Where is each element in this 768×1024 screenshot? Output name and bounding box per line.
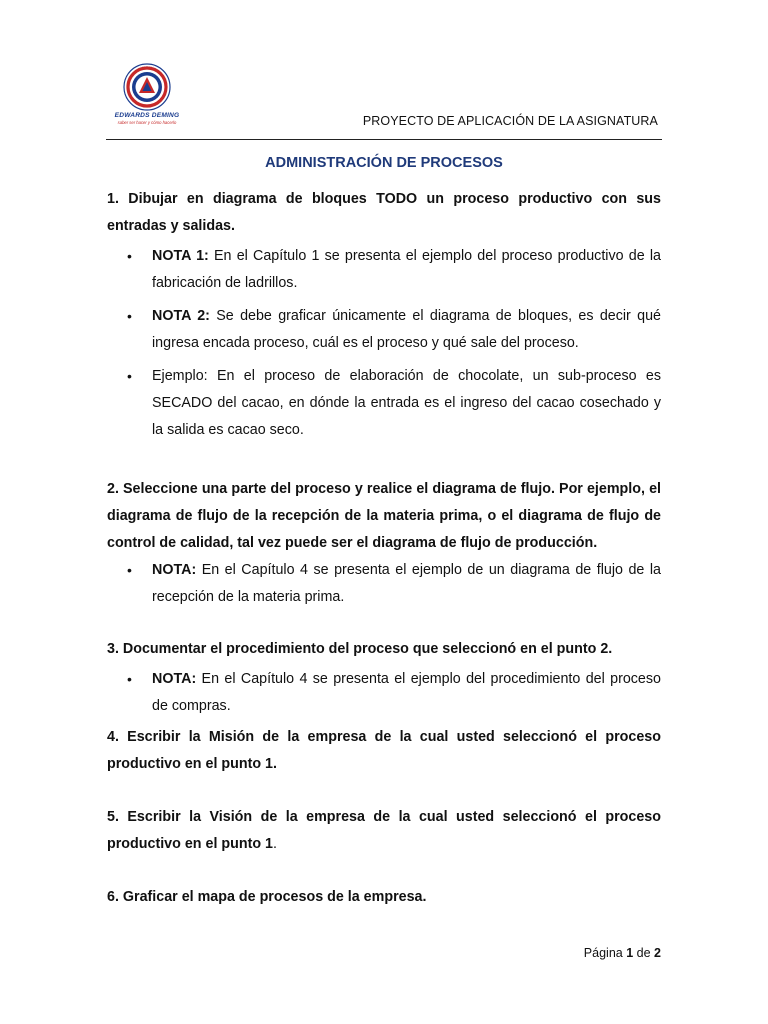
header-divider [106, 139, 662, 140]
logo-tagline: saber ser hacer y cómo hacerlo [117, 120, 177, 125]
note-text: En el Capítulo 1 se presenta el ejemplo del proceso productivo de la fabricación de ladrillos. [152, 248, 661, 291]
bullet-dot-icon: • [127, 308, 132, 324]
note-label: NOTA: [152, 671, 197, 687]
bullet-dot-icon: • [127, 671, 132, 687]
question-6: 6. Graficar el mapa de procesos de la empresa. [107, 889, 427, 905]
question-5-period: . [273, 836, 277, 852]
note-text: Ejemplo: En el proceso de elaboración de chocolate, un sub-proceso es SECADO del cacao, en dónde la entrada es el ingreso del cacao cosechado y la salida es cacao seco. [152, 368, 661, 438]
list-item [107, 666, 661, 720]
page-of: de [636, 946, 651, 960]
page-current: 1 [626, 946, 634, 960]
institute-seal-logo-icon [104, 62, 190, 112]
question-3-notes [107, 666, 661, 720]
svg-text:· · · · · · · · · ·: · · · · · · · · · · [138, 64, 156, 68]
note-text: En el Capítulo 4 se presenta el ejemplo de un diagrama de flujo de la recepción de la materia prima. [152, 562, 661, 605]
institute-logo [104, 62, 190, 126]
list-item [107, 557, 661, 611]
note-text: Se debe graficar únicamente el diagrama de bloques, es decir qué ingresa encada proceso, cuál es el proceso y qué sale del proceso. [152, 308, 661, 351]
question-2-notes [107, 557, 661, 611]
list-item [107, 303, 661, 357]
note-label: NOTA 1: [152, 248, 209, 264]
document-title: ADMINISTRACIÓN DE PROCESOS [265, 155, 503, 171]
list-item [107, 243, 661, 297]
page-total: 2 [654, 946, 661, 960]
note-label: NOTA 2: [152, 308, 210, 324]
question-5 [107, 804, 661, 858]
bullet-dot-icon: • [127, 562, 132, 578]
list-item [107, 363, 661, 444]
header-title: PROYECTO DE APLICACIÓN DE LA ASIGNATURA [362, 114, 658, 128]
question-1-notes [107, 243, 661, 444]
question-2: 2. Seleccione una parte del proceso y realice el diagrama de flujo. Por ejemplo, el diagrama de flujo de la recepción de la materia prima, o el diagrama de flujo de control de calidad, tal vez puede ser el diagrama de flujo de producción. [107, 481, 661, 551]
bullet-dot-icon: • [127, 368, 132, 384]
question-5-text: 5. Escribir la Visión de la empresa de la cual usted seleccionó el proceso productivo en el punto 1 [107, 809, 661, 852]
question-3: 3. Documentar el procedimiento del proceso que seleccionó en el punto 2. [107, 641, 613, 657]
document-body [107, 186, 661, 911]
question-4: 4. Escribir la Misión de la empresa de la cual usted seleccionó el proceso productivo en el punto 1. [107, 729, 661, 772]
page-label: Página [583, 946, 623, 960]
page-number [584, 946, 661, 960]
note-label: NOTA: [152, 562, 197, 578]
logo-name: EDWARDS DEMING [114, 112, 180, 119]
bullet-dot-icon: • [127, 248, 132, 264]
question-1: 1. Dibujar en diagrama de bloques TODO un proceso productivo con sus entradas y salidas. [107, 191, 661, 234]
note-text: En el Capítulo 4 se presenta el ejemplo del procedimiento del proceso de compras. [152, 671, 661, 714]
